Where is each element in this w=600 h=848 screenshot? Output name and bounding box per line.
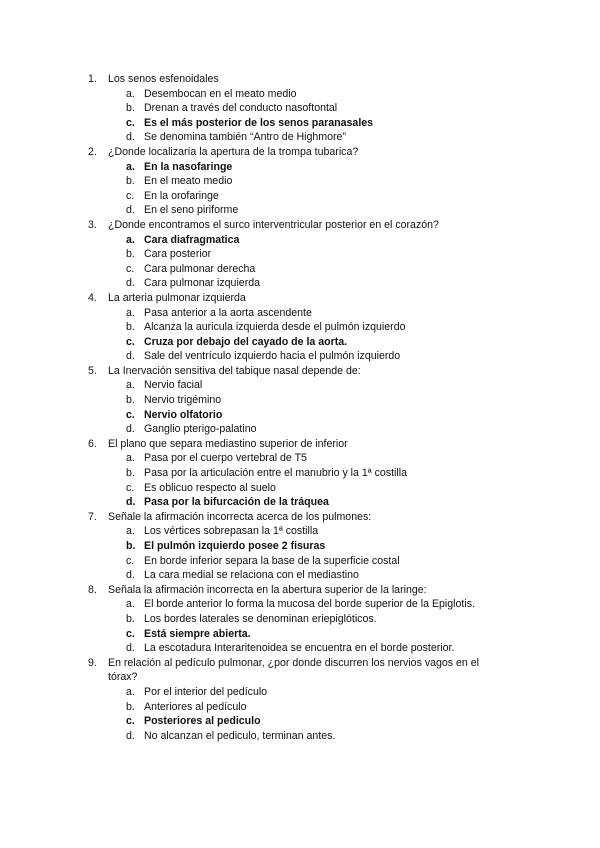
- option-letter: d.: [126, 729, 135, 742]
- option-text: Anteriores al pedículo: [144, 700, 247, 713]
- option-letter: c.: [126, 715, 135, 728]
- option-text: Drenan a través del conducto nasoftontal: [144, 102, 338, 115]
- option-letter: c.: [126, 627, 135, 640]
- option-letter: b.: [126, 700, 135, 713]
- question-text: Señale la afirmación incorrecta acerca de los pulmones:: [108, 510, 372, 523]
- answer-option: [88, 233, 508, 248]
- option-text: La cara medial se relaciona con el mediastino: [144, 569, 359, 582]
- answer-option: [88, 612, 508, 627]
- option-text: Alcanza la auricula izquierda desde el pulmón izquierdo: [144, 321, 406, 334]
- question-stem: [88, 364, 508, 379]
- option-letter: a.: [126, 379, 135, 392]
- option-letter: d.: [126, 204, 135, 217]
- question-number: 9.: [88, 656, 97, 669]
- question-number: 7.: [88, 510, 97, 523]
- option-letter: c.: [126, 262, 135, 275]
- answer-option: [88, 393, 508, 408]
- option-letter: c.: [126, 481, 135, 494]
- question-text: ¿Donde encontramos el surco interventricular posterior en el corazón?: [108, 218, 439, 231]
- option-letter: d.: [126, 131, 135, 144]
- option-text: Se denomina también “Antro de Highmore”: [144, 131, 346, 144]
- question-stem: [88, 510, 508, 525]
- answer-option: [88, 729, 508, 744]
- answer-option: [88, 189, 508, 204]
- answer-option: [88, 101, 508, 116]
- question-text: Señala la afirmación incorrecta en la abertura superior de la laringe:: [108, 583, 427, 596]
- option-letter: b.: [126, 612, 135, 625]
- answer-option: [88, 627, 508, 642]
- answer-option: [88, 714, 508, 729]
- answer-option: [88, 276, 508, 291]
- option-text: Cruza por debajo del cayado de la aorta.: [144, 335, 348, 348]
- option-text: Pasa por la articulación entre el manubrio y la 1ª costilla: [144, 467, 408, 480]
- question-number: 3.: [88, 218, 97, 231]
- option-letter: d.: [126, 496, 136, 509]
- question-stem: [88, 72, 508, 87]
- question-8: [88, 583, 508, 656]
- answer-option: [88, 335, 508, 350]
- question-number: 5.: [88, 364, 97, 377]
- question-7: [88, 510, 508, 583]
- question-text: La arteria pulmonar izquierda: [108, 291, 246, 304]
- question-4: [88, 291, 508, 364]
- question-5: [88, 364, 508, 437]
- option-text: El borde anterior lo forma la mucosa del borde superior de la Epiglotis.: [144, 598, 475, 611]
- option-text: Pasa por el cuerpo vertebral de T5: [144, 452, 307, 465]
- option-letter: a.: [126, 525, 135, 538]
- answer-option: [88, 320, 508, 335]
- answer-option: [88, 422, 508, 437]
- answer-option: [88, 408, 508, 423]
- option-letter: d.: [126, 350, 135, 363]
- option-text: No alcanzan el pediculo, terminan antes.: [144, 729, 336, 742]
- option-text: Cara pulmonar derecha: [144, 262, 256, 275]
- option-text: Pasa anterior a la aorta ascendente: [144, 306, 312, 319]
- option-letter: a.: [126, 87, 135, 100]
- answer-option: [88, 466, 508, 481]
- question-text: En relación al pedículo pulmonar, ¿por donde discurren los nervios vagos en el tórax?: [108, 656, 479, 684]
- question-stem: [88, 437, 508, 452]
- option-text: Por el interior del pedículo: [144, 685, 268, 698]
- option-text: Está siempre abierta.: [144, 627, 251, 640]
- option-letter: b.: [126, 467, 135, 480]
- option-text: Es el más posterior de los senos paranasales: [144, 116, 374, 129]
- question-number: 1.: [88, 73, 97, 85]
- question-text: Los senos esfenoidales: [108, 73, 219, 85]
- answer-option: [88, 641, 508, 656]
- option-letter: b.: [126, 394, 135, 407]
- answer-option: [88, 597, 508, 612]
- question-stem: [88, 218, 508, 233]
- question-text: La Inervación sensitiva del tabique nasal depende de:: [108, 364, 361, 377]
- option-text: La escotadura Interaritenoidea se encuentra en el borde posterior.: [144, 642, 455, 655]
- option-letter: c.: [126, 335, 135, 348]
- option-letter: a.: [126, 452, 135, 465]
- answer-option: [88, 700, 508, 715]
- option-text: Ganglio pterigo-palatino: [144, 423, 257, 436]
- option-text: En el meato medio: [144, 175, 233, 188]
- answer-option: [88, 378, 508, 393]
- option-text: En la nasofaringe: [144, 160, 233, 173]
- answer-option: [88, 524, 508, 539]
- answer-option: [88, 174, 508, 189]
- question-stem: [88, 145, 508, 160]
- option-text: Cara posterior: [144, 248, 212, 261]
- option-letter: b.: [126, 540, 136, 552]
- answer-option: [88, 160, 508, 175]
- question-6: [88, 437, 508, 510]
- option-text: En la orofaringe: [144, 189, 219, 202]
- option-letter: d.: [126, 642, 135, 655]
- answer-option: [88, 554, 508, 569]
- answer-option: [88, 539, 508, 554]
- option-text: Nervio trigémino: [144, 394, 222, 407]
- question-stem: [88, 583, 508, 598]
- option-text: En borde inferior separa la base de la superficie costal: [144, 554, 400, 567]
- answer-option: [88, 349, 508, 364]
- option-text: El pulmón izquierdo posee 2 fisuras: [144, 540, 326, 552]
- option-letter: a.: [126, 306, 135, 319]
- option-letter: b.: [126, 248, 135, 261]
- answer-option: [88, 306, 508, 321]
- option-letter: b.: [126, 175, 135, 188]
- option-text: Es oblicuo respecto al suelo: [144, 481, 276, 494]
- option-text: Cara pulmonar izquierda: [144, 277, 261, 290]
- option-text: En el seno piriforme: [144, 204, 239, 217]
- answer-option: [88, 685, 508, 700]
- answer-option: [88, 495, 508, 510]
- option-text: Sale del ventrículo izquierdo hacia el pulmón izquierdo: [144, 350, 401, 363]
- option-letter: d.: [126, 423, 135, 436]
- option-text: Cara diafragmatica: [144, 233, 240, 246]
- question-number: 8.: [88, 583, 97, 596]
- answer-option: [88, 481, 508, 496]
- option-letter: c.: [126, 116, 135, 129]
- answer-option: [88, 262, 508, 277]
- option-letter: a.: [126, 233, 135, 246]
- option-letter: a.: [126, 160, 135, 173]
- answer-option: [88, 130, 508, 145]
- option-letter: c.: [126, 554, 135, 567]
- answer-option: [88, 87, 508, 102]
- option-text: Los vértices sobrepasan la 1ª costilla: [144, 525, 319, 538]
- answer-option: [88, 247, 508, 262]
- question-9: [88, 656, 508, 744]
- question-2: [88, 145, 508, 218]
- option-text: Nervio facial: [144, 379, 203, 392]
- option-text: Nervio olfatorio: [144, 408, 223, 421]
- question-number: 2.: [88, 145, 97, 158]
- question-text: ¿Donde localizaría la apertura de la trompa tubarica?: [108, 145, 359, 158]
- option-text: Pasa por la bifurcación de la tráquea: [144, 496, 329, 509]
- option-text: Desembocan en el meato medio: [144, 87, 297, 100]
- option-letter: d.: [126, 569, 135, 582]
- question-number: 4.: [88, 291, 97, 304]
- answer-option: [88, 116, 508, 131]
- question-list: [88, 72, 508, 743]
- answer-option: [88, 568, 508, 583]
- question-stem: [88, 291, 508, 306]
- option-letter: b.: [126, 102, 135, 115]
- option-letter: d.: [126, 277, 135, 290]
- option-letter: a.: [126, 685, 135, 698]
- option-letter: a.: [126, 598, 135, 611]
- answer-option: [88, 451, 508, 466]
- option-text: Posteriores al pediculo: [144, 715, 261, 728]
- option-text: Los bordes laterales se denominan eriepiglóticos.: [144, 612, 377, 625]
- question-number: 6.: [88, 437, 97, 450]
- question-stem: [88, 656, 508, 685]
- question-1: [88, 72, 508, 145]
- option-letter: c.: [126, 189, 135, 202]
- option-letter: b.: [126, 321, 135, 334]
- option-letter: c.: [126, 408, 135, 421]
- question-3: [88, 218, 508, 291]
- answer-option: [88, 203, 508, 218]
- question-text: El plano que separa mediastino superior de inferior: [108, 437, 348, 450]
